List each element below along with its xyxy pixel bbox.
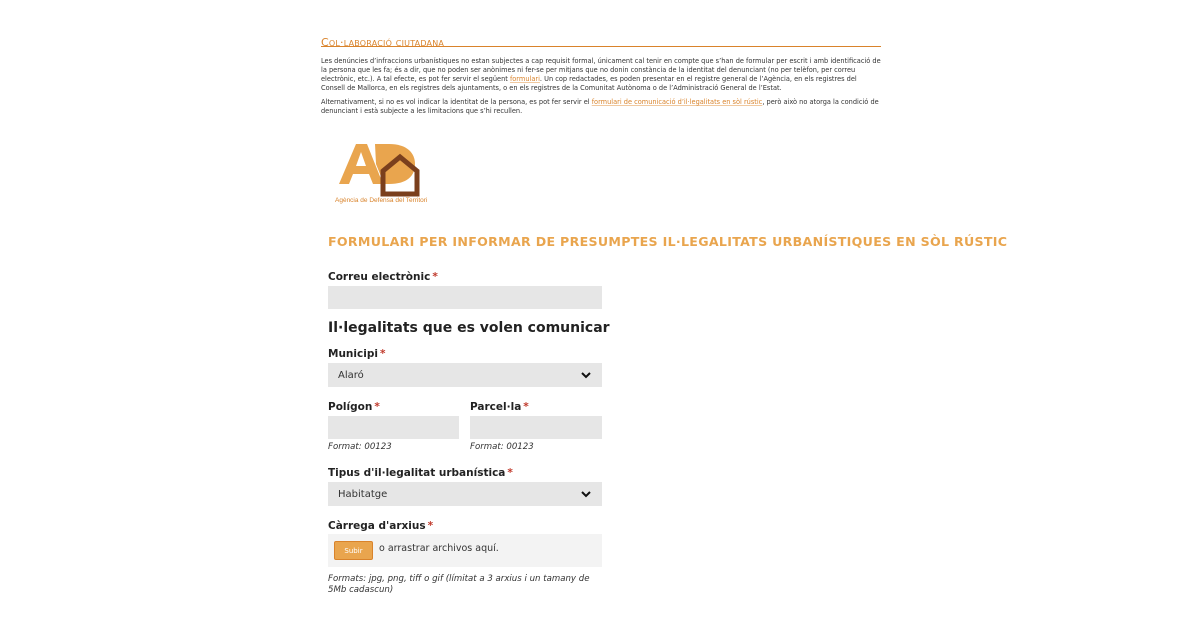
required-mark: * — [523, 401, 529, 413]
upload-label-text: Càrrega d'arxius — [328, 520, 426, 532]
intro-paragraph-1 — [321, 57, 881, 93]
intro-text: Alternativament, si no es vol indicar la identitat de la persona, es pot fer servir el — [321, 98, 592, 106]
upload-button[interactable]: Subir — [334, 541, 373, 560]
required-mark: * — [427, 520, 434, 532]
required-mark: * — [379, 348, 386, 360]
required-mark: * — [432, 271, 438, 283]
intro-paragraph-2 — [321, 98, 881, 116]
chevron-down-icon — [580, 369, 592, 381]
required-mark: * — [507, 467, 513, 479]
polygon-label — [328, 401, 380, 413]
type-label-text: Tipus d'il·legalitat urbanística — [328, 467, 506, 479]
parcel-field[interactable] — [470, 416, 602, 439]
rural-form-link[interactable]: formulari de comunicació d’il·legalitats en sòl rústic — [591, 98, 763, 106]
upload-label — [328, 520, 433, 532]
logo-caption: Agència de Defensa del Territori — [335, 197, 428, 204]
polygon-hint: Format: 00123 — [328, 442, 392, 452]
upload-formats-hint: Formats: jpg, png, tiff o gif (límitat a 3 arxius i un tamany de 5Mb cadascun) — [328, 574, 590, 595]
form-link[interactable]: formulari — [509, 75, 540, 83]
parcel-label-text: Parcel·la — [470, 401, 522, 413]
polygon-label-text: Polígon — [328, 401, 373, 413]
section-title: Col·laboració ciutadana — [321, 36, 445, 49]
municipality-select[interactable] — [328, 363, 602, 387]
dropzone-text: o arrastrar archivos aquí. — [379, 543, 499, 554]
type-label — [328, 467, 513, 479]
illegalities-heading: Il·legalitats que es volen comunicar — [328, 320, 610, 336]
intro-text: , però això no atorga la condició de denunciant i està subjecte a les limitacions que s’hi recullen. — [321, 98, 879, 115]
chevron-down-icon — [580, 488, 592, 500]
email-field[interactable] — [328, 286, 602, 309]
type-select[interactable] — [328, 482, 602, 506]
intro-text: Les denúncies d’infraccions urbanístiques no estan subjectes a cap requisit formal, únicament cal tenir en compte que s’han de formular per escrit i amb identificació de la persona que les fa; és a dir, que no poden ser anònimes ni fer-se per mitjans que no donin constància de la identitat del denunciant (no per telèfon, per correu electrònic, etc.). A tal efecte, es pot fer servir el següent — [321, 57, 881, 83]
parcel-label — [470, 401, 529, 413]
intro-text: . Un cop redactades, es poden presentar en el registre general de l’Agència, en els registres del Consell de Mallorca, en els registres dels ajuntaments, o en els registres de la Comunitat Autònoma o de l’Administració General de l’Estat. — [321, 75, 857, 92]
parcel-hint: Format: 00123 — [470, 442, 534, 452]
municipality-label — [328, 348, 385, 360]
municipality-label-text: Municipi — [328, 348, 378, 360]
polygon-field[interactable] — [328, 416, 459, 439]
email-label-text: Correu electrònic — [328, 271, 431, 283]
form-title: FORMULARI PER INFORMAR DE PRESUMPTES IL·LEGALITATS URBANÍSTIQUES EN SÒL RÚSTIC — [328, 234, 1008, 249]
file-dropzone[interactable] — [328, 534, 602, 567]
type-selected: Habitatge — [338, 488, 388, 500]
municipality-selected: Alaró — [338, 369, 364, 381]
email-label — [328, 271, 438, 283]
section-header — [321, 31, 881, 47]
required-mark: * — [374, 401, 380, 413]
